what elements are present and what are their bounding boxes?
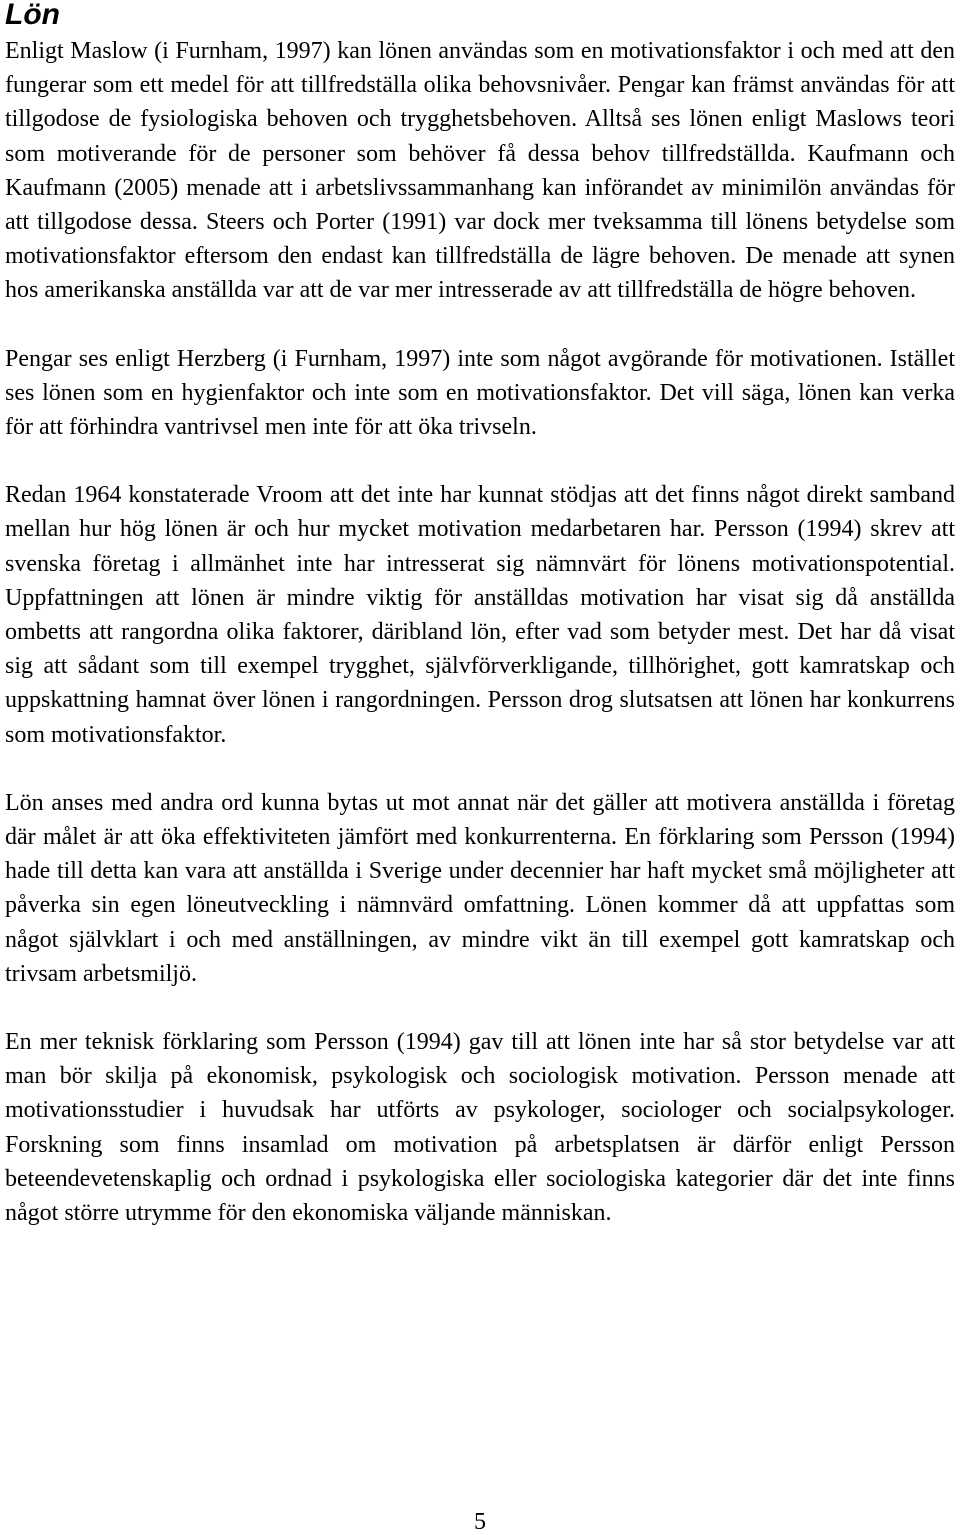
paragraph-vroom: Redan 1964 konstaterade Vroom att det inte har kunnat stödjas att det finns något direkt samband mellan hur hög lönen är och hur mycket motivation medarbetaren har. Persson (1994) skrev att svenska företag i allmänhet inte har intresserat sig nämnvärt för lönens motivationspotential. Uppfattningen att lönen är mindre viktig för anställdas motivation har visat sig då anställda ombetts att rangordna olika faktorer, däribland lön, efter vad som betyder mest. Det har då visat sig att sådant som till exempel trygghet, självförverkligande, tillhörighet, gott kamratskap och uppskattning hamnat över lönen i rangordningen. Persson drog slutsatsen att lönen har konkurrens som motivationsfaktor. [5,482,955,748]
paragraph-technical-explanation: En mer teknisk förklaring som Persson (1994) gav till att lönen inte har så stor betydelse var att man bör skilja på ekonomisk, psykologisk och sociologisk motivation. Persson menade att motivationsstudier i huvudsak har utförts av psykologer, sociologer och socialpsykologer. Forskning som finns insamlad om motivation på arbetsplatsen är därför enligt Persson beteendevetenskaplig och ordnad i psykologiska eller sociologiska kategorier där det inte finns något större utrymme för den ekonomiska väljande människan. [5,1029,955,1227]
paragraph-maslow: Enligt Maslow (i Furnham, 1997) kan lönen användas som en motivationsfaktor i och med att den fungerar som ett medel för att tillfredställa olika behovsnivåer. Pengar kan främst användas för att tillgodose de fysiologiska behoven och trygghetsbehoven. Alltså ses lönen enligt Maslows teori som motiverande för de personer som behöver få dessa behov tillfredställda. Kaufmann och Kaufmann (2005) menade att i arbetslivssammanhang kan införandet av minimilön användas för att tillgodose dessa. Steers och Porter (1991) var dock mer tveksamma till lönens betydelse som motivationsfaktor eftersom den endast kan tillfredställa de lägre behoven. De menade att synen hos amerikanska anställda var att de var mer intresserade av att tillfredställa de högre behoven. [5,38,955,304]
page-number: 5 [474,1509,486,1535]
paragraph-replaceable-salary: Lön anses med andra ord kunna bytas ut mot annat när det gäller att motivera anställda i företag där målet är att öka effektiviteten jämfört med konkurrenterna. En förklaring som Persson (1994) hade till detta kan vara att anställda i Sverige under decennier har haft mycket små möjligheter att påverka sin egen löneutveckling i nämnvärd omfattning. Lönen kommer då att uppfattas som något självklart i och med anställningen, av mindre vikt än till exempel gott kamratskap och trivsam arbetsmiljö. [5,789,955,987]
paragraph-herzberg: Pengar ses enligt Herzberg (i Furnham, 1997) inte som något avgörande för motivationen. Istället ses lönen som en hygienfaktor och inte som en motivationsfaktor. Det vill säga, lönen kan verka för att förhindra vantrivsel men inte för att öka trivseln. [5,345,955,441]
document-page [5,0,955,1230]
section-heading: Lön [5,0,60,31]
